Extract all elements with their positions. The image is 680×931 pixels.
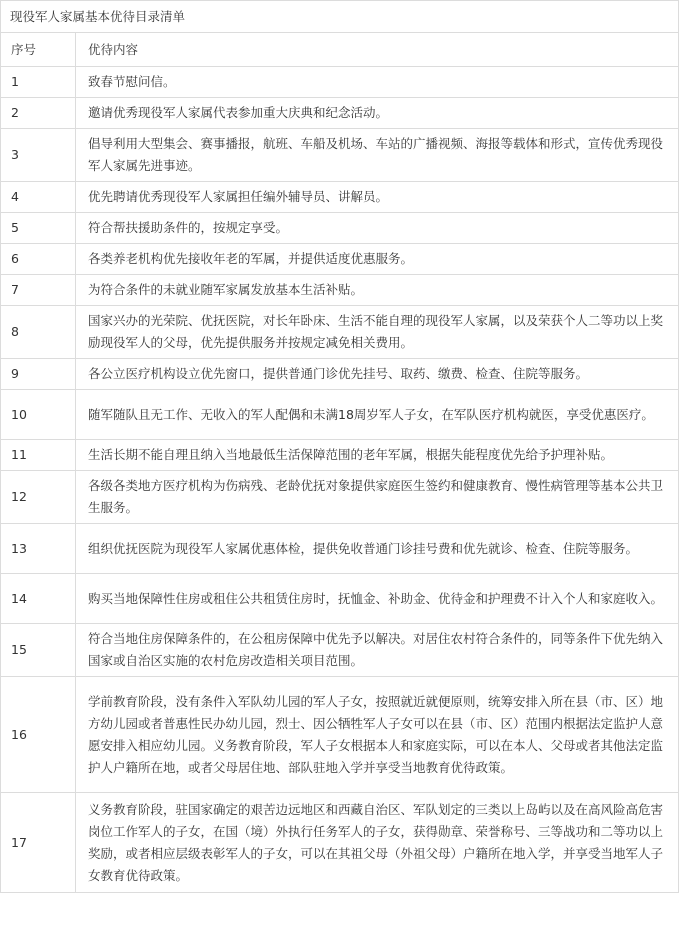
benefits-table: [0, 32, 679, 893]
row-content: 为符合条件的未就业随军家属发放基本生活补贴。: [76, 275, 679, 306]
table-row: [1, 390, 679, 440]
table-row: [1, 359, 679, 390]
table-row: [1, 213, 679, 244]
table-row: [1, 440, 679, 471]
row-number: 5: [1, 213, 76, 244]
row-content: 随军随队且无工作、无收入的军人配偶和未满18周岁军人子女，在军队医疗机构就医，享受优惠医疗。: [76, 390, 679, 440]
table-header-row: [1, 33, 679, 67]
row-content: 生活长期不能自理且纳入当地最低生活保障范围的老年军属，根据失能程度优先给予护理补贴。: [76, 440, 679, 471]
row-content: 倡导利用大型集会、赛事播报，航班、车船及机场、车站的广播视频、海报等载体和形式，宣传优秀现役军人家属先进事迹。: [76, 129, 679, 182]
table-row: [1, 624, 679, 677]
table-row: [1, 793, 679, 893]
row-number: 8: [1, 306, 76, 359]
table-row: [1, 129, 679, 182]
row-number: 3: [1, 129, 76, 182]
row-number: 15: [1, 624, 76, 677]
table-row: [1, 306, 679, 359]
row-content: 各级各类地方医疗机构为伤病残、老龄优抚对象提供家庭医生签约和健康教育、慢性病管理等基本公共卫生服务。: [76, 471, 679, 524]
table-row: [1, 471, 679, 524]
row-number: 16: [1, 677, 76, 793]
row-number: 12: [1, 471, 76, 524]
row-number: 6: [1, 244, 76, 275]
row-number: 4: [1, 182, 76, 213]
row-content: 符合帮扶援助条件的，按规定享受。: [76, 213, 679, 244]
header-no: 序号: [1, 33, 76, 67]
row-content: 各类养老机构优先接收年老的军属，并提供适度优惠服务。: [76, 244, 679, 275]
row-content: 致春节慰问信。: [76, 67, 679, 98]
row-content: 学前教育阶段，没有条件入军队幼儿园的军人子女，按照就近就便原则，统筹安排入所在县（市、区）地方幼儿园或者普惠性民办幼儿园，烈士、因公牺牲军人子女可以在县（市、区）范围内根据法定监护人意愿安排入相应幼儿园。义务教育阶段，军人子女根据本人和家庭实际，可以在本人、父母或者其他法定监护人户籍所在地，或者父母居住地、部队驻地入学并享受当地教育优待政策。: [76, 677, 679, 793]
table-row: [1, 275, 679, 306]
row-number: 2: [1, 98, 76, 129]
row-number: 14: [1, 574, 76, 624]
table-title: 现役军人家属基本优待目录清单: [0, 0, 679, 32]
row-content: 组织优抚医院为现役军人家属优惠体检，提供免收普通门诊挂号费和优先就诊、检查、住院等服务。: [76, 524, 679, 574]
table-row: [1, 67, 679, 98]
header-content: 优待内容: [76, 33, 679, 67]
row-number: 7: [1, 275, 76, 306]
table-row: [1, 98, 679, 129]
table-row: [1, 574, 679, 624]
row-content: 符合当地住房保障条件的，在公租房保障中优先予以解决。对居住农村符合条件的，同等条件下优先纳入国家或自治区实施的农村危房改造相关项目范围。: [76, 624, 679, 677]
row-number: 9: [1, 359, 76, 390]
table-row: [1, 182, 679, 213]
row-content: 国家兴办的光荣院、优抚医院，对长年卧床、生活不能自理的现役军人家属，以及荣获个人二等功以上奖励现役军人的父母，优先提供服务并按规定减免相关费用。: [76, 306, 679, 359]
row-number: 11: [1, 440, 76, 471]
row-number: 1: [1, 67, 76, 98]
row-content: 优先聘请优秀现役军人家属担任编外辅导员、讲解员。: [76, 182, 679, 213]
table-row: [1, 677, 679, 793]
row-number: 17: [1, 793, 76, 893]
row-content: 各公立医疗机构设立优先窗口，提供普通门诊优先挂号、取药、缴费、检查、住院等服务。: [76, 359, 679, 390]
table-row: [1, 244, 679, 275]
table-row: [1, 524, 679, 574]
row-number: 13: [1, 524, 76, 574]
row-content: 邀请优秀现役军人家属代表参加重大庆典和纪念活动。: [76, 98, 679, 129]
row-number: 10: [1, 390, 76, 440]
row-content: 购买当地保障性住房或租住公共租赁住房时，抚恤金、补助金、优待金和护理费不计入个人和家庭收入。: [76, 574, 679, 624]
row-content: 义务教育阶段，驻国家确定的艰苦边远地区和西藏自治区、军队划定的三类以上岛屿以及在高风险高危害岗位工作军人的子女，在国（境）外执行任务军人的子女，获得勋章、荣誉称号、三等战功和二等功以上奖励，或者相应层级表彰军人的子女，可以在其祖父母（外祖父母）户籍所在地入学，并享受当地军人子女教育优待政策。: [76, 793, 679, 893]
